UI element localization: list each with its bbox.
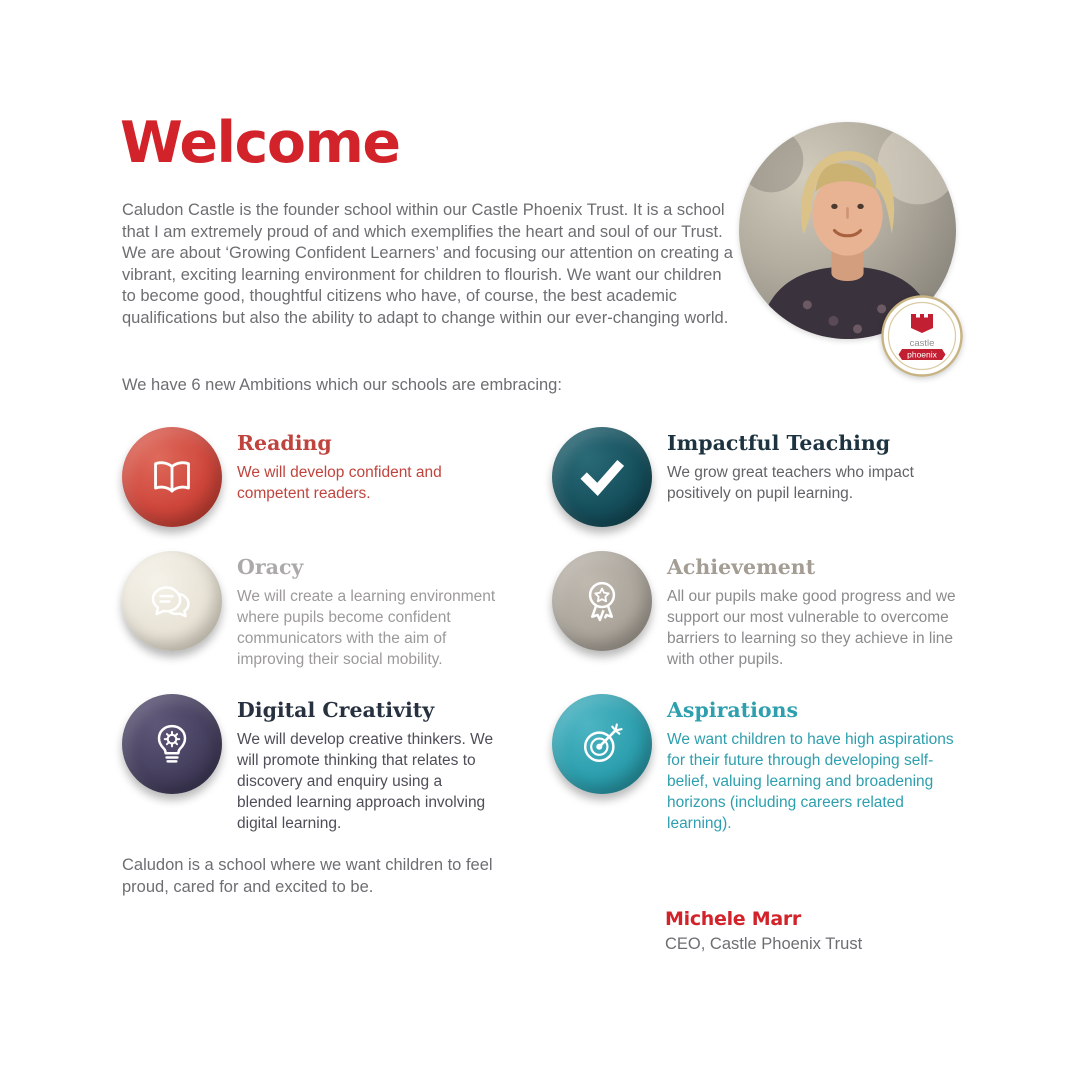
ambition-achievement: [552, 551, 962, 670]
ambition-reading: [122, 427, 500, 527]
ambition-text: We grow great teachers who impact positively on pupil learning.: [667, 464, 914, 502]
svg-text:phoenix: phoenix: [907, 349, 937, 360]
ambition-aspirations: [552, 694, 962, 834]
ambition-text: We will create a learning environment where pupils become confident communicators with the aim of improving their social mobility.: [237, 588, 496, 668]
ambition-text: All our pupils make good progress and we support our most vulnerable to overcome barriers to learning so they achieve in line with other pupils.: [667, 588, 956, 668]
reading-circle: [122, 427, 222, 527]
teaching-circle: [552, 427, 652, 527]
ambition-title: Achievement: [667, 555, 816, 579]
ambition-digital-creativity: [122, 694, 500, 834]
intro-paragraph: Caludon Castle is the founder school within our Castle Phoenix Trust. It is a school that I am extremely proud of and which exemplifies the heart and soul of our Trust. We are about ‘Growing Confident Learners’ and focusing our attention on creating a vibrant, exciting learning environment for children to flourish. We want our children to become good, thoughtful citizens who have, of course, the best academic qualifications but also the ability to adapt to change within our ever-changing world.: [122, 201, 733, 327]
closing-paragraph: Caludon is a school where we want children to feel proud, cared for and excited to be.: [122, 856, 493, 896]
castle-phoenix-logo: [881, 295, 963, 377]
speech-bubbles-icon: [146, 575, 198, 627]
rosette-medal-icon: [576, 575, 628, 627]
ambitions-lead: We have 6 new Ambitions which our schools are embracing:: [122, 376, 562, 394]
ambition-text: We want children to have high aspirations for their future through developing self-belief, valuing learning and broadening horizons (including careers related learning).: [667, 731, 954, 832]
ambition-title: Aspirations: [667, 698, 799, 722]
aspirations-circle: [552, 694, 652, 794]
svg-text:castle: castle: [909, 338, 935, 349]
signature-role: CEO, Castle Phoenix Trust: [665, 935, 863, 953]
castle-phoenix-badge-icon: [881, 295, 963, 377]
checkmark-icon: [575, 450, 629, 504]
ambition-impactful-teaching: [552, 427, 962, 527]
ambitions-grid: [122, 427, 962, 834]
ambition-title: Digital Creativity: [237, 698, 435, 722]
open-book-icon: [146, 451, 198, 503]
page-title: Welcome: [120, 110, 400, 176]
ambition-text: We will develop creative thinkers. We will promote thinking that relates to discovery and enquiry using a blended learning approach involving digital learning.: [237, 731, 494, 832]
signature-block: [665, 908, 862, 954]
ambition-title: Impactful Teaching: [667, 431, 891, 455]
achievement-circle: [552, 551, 652, 651]
ambition-title: Reading: [237, 431, 332, 455]
signature-name: Michele Marr: [665, 908, 801, 930]
oracy-circle: [122, 551, 222, 651]
ambition-text: We will develop confident and competent readers.: [237, 464, 442, 502]
lightbulb-gear-icon: [146, 718, 198, 770]
ambition-title: Oracy: [237, 555, 304, 579]
digital-creativity-circle: [122, 694, 222, 794]
target-dart-icon: [576, 718, 628, 770]
ambition-oracy: [122, 551, 500, 670]
